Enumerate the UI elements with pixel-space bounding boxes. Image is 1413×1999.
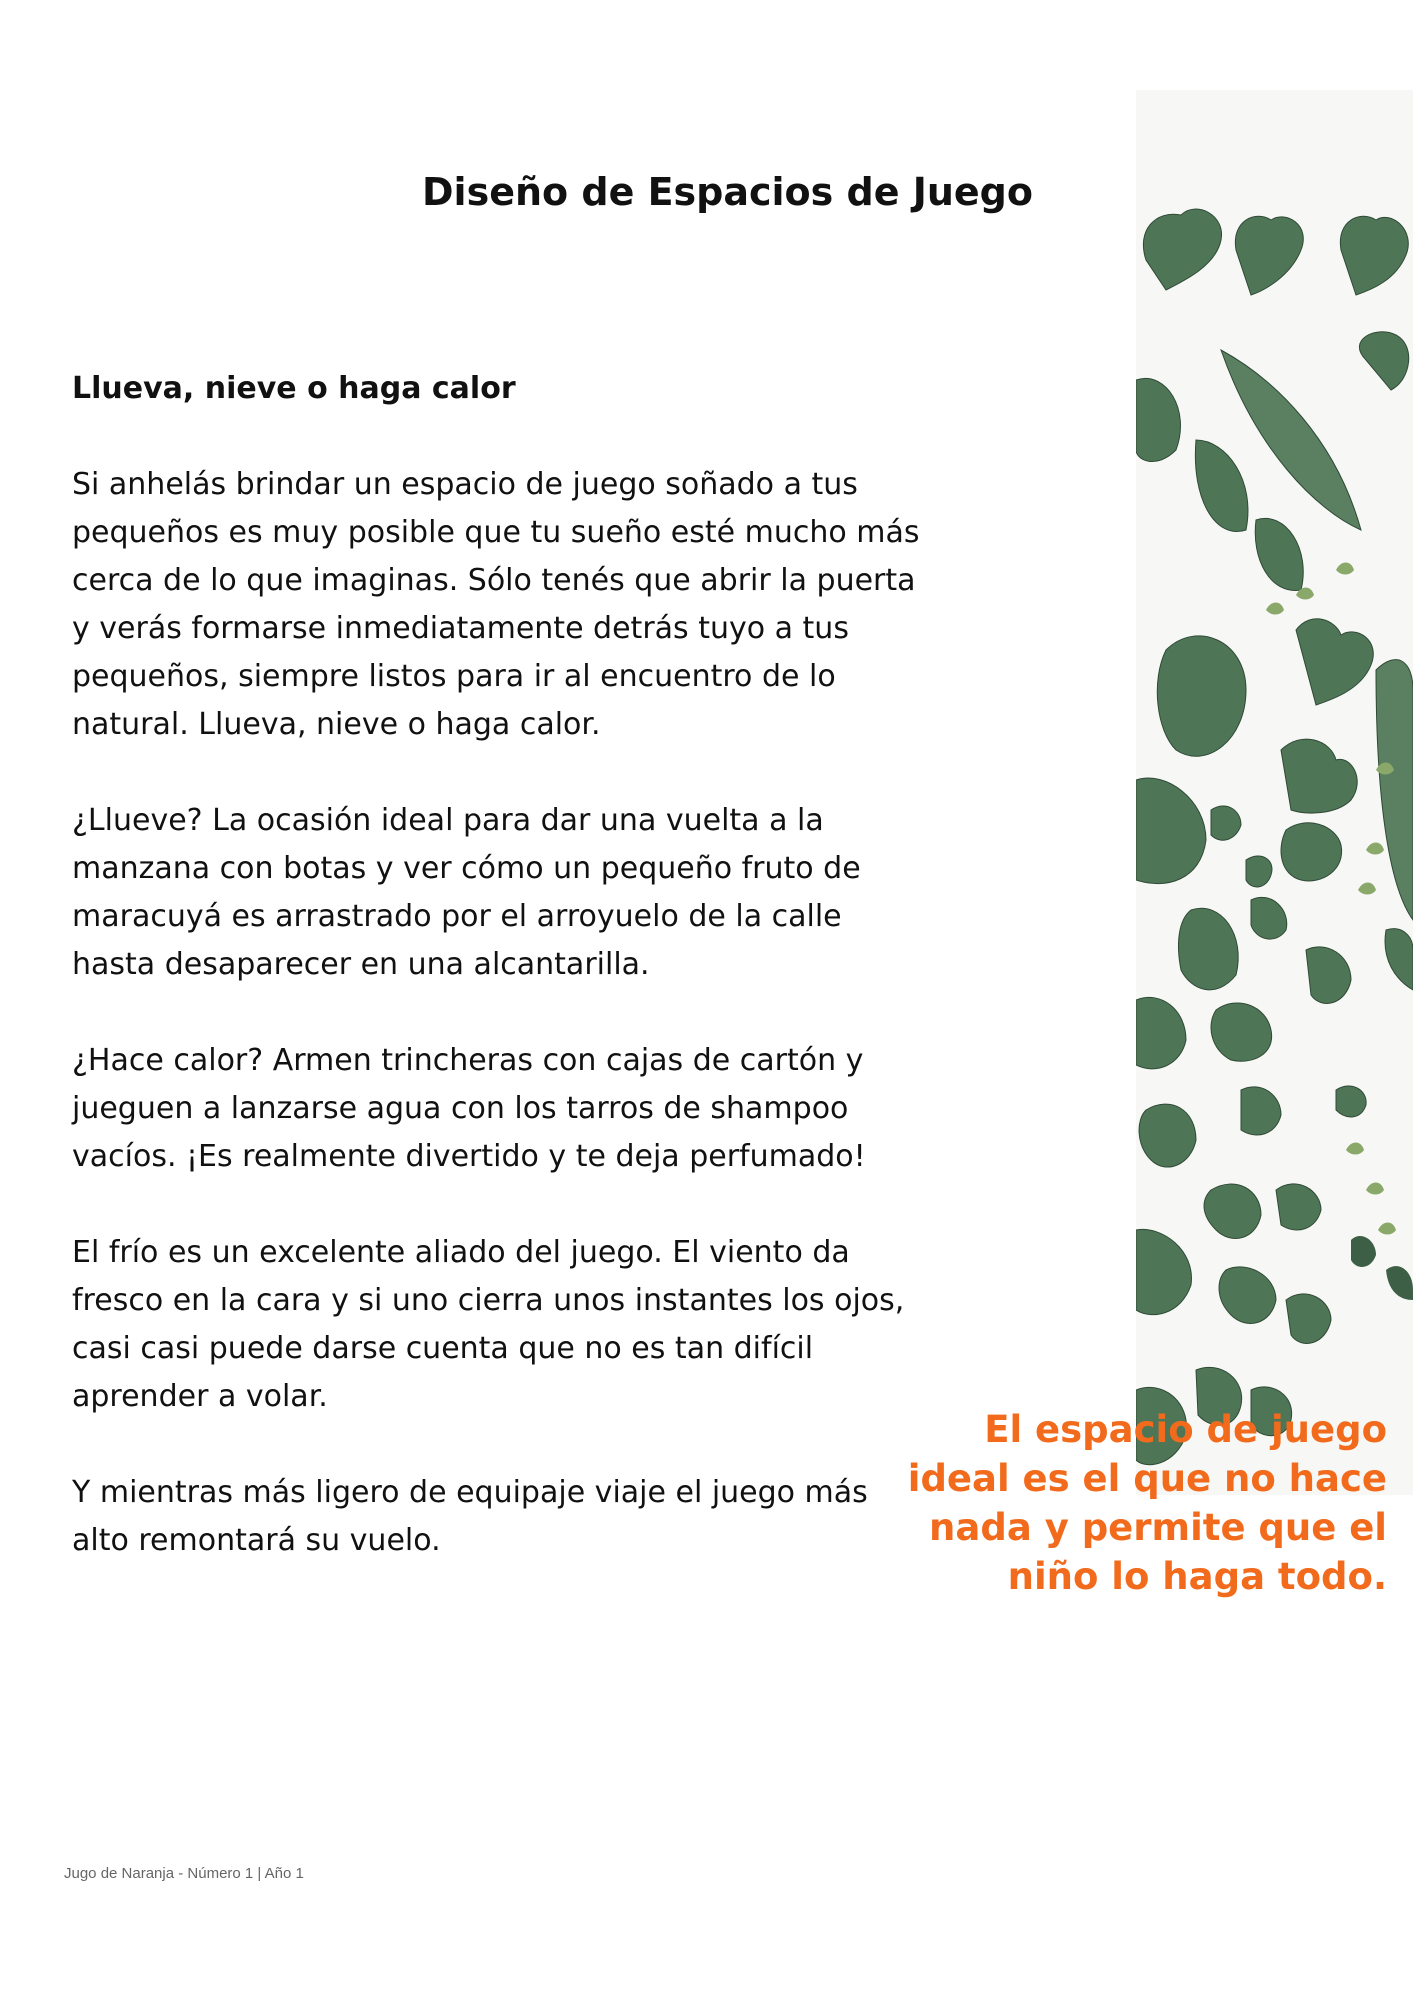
article-paragraph: ¿Llueve? La ocasión ideal para dar una vuelta a la manzana con botas y ver cómo un pequeño fruto de maracuyá es arrastrado por el arroyuelo de la calle hasta desaparecer en una alcantarilla. [72, 803, 861, 982]
eucalyptus-leaves-image [1136, 90, 1413, 1495]
pull-quote: El espacio de juego ideal es el que no hace nada y permite que el niño lo haga todo. [907, 1408, 1387, 1598]
page-title: Diseño de Espacios de Juego [422, 170, 1033, 214]
article-paragraph: Si anhelás brindar un espacio de juego soñado a tus pequeños es muy posible que tu sueño esté mucho más cerca de lo que imaginas. Sólo tenés que abrir la puerta y verás formarse inmediatamente detrás tuyo a tus pequeños, siempre listos para ir al encuentro de lo natural. Llueva, nieve o haga calor. [72, 467, 920, 742]
article-paragraph: Y mientras más ligero de equipaje viaje el juego más alto remontará su vuelo. [72, 1475, 868, 1558]
leaves-illustration [1136, 90, 1413, 1495]
article-paragraph: El frío es un excelente aliado del juego. El viento da fresco en la cara y si uno cierra unos instantes los ojos, casi casi puede darse cuenta que no es tan difícil aprender a volar. [72, 1235, 905, 1414]
article-body [72, 365, 922, 1613]
article-paragraph: ¿Hace calor? Armen trincheras con cajas de cartón y jueguen a lanzarse agua con los tarros de shampoo vacíos. ¡Es realmente divertido y te deja perfumado! [72, 1043, 866, 1174]
footer-text: Jugo de Naranja - Número 1 | Año 1 [64, 1865, 304, 1882]
article-heading: Llueva, nieve o haga calor [72, 371, 516, 406]
